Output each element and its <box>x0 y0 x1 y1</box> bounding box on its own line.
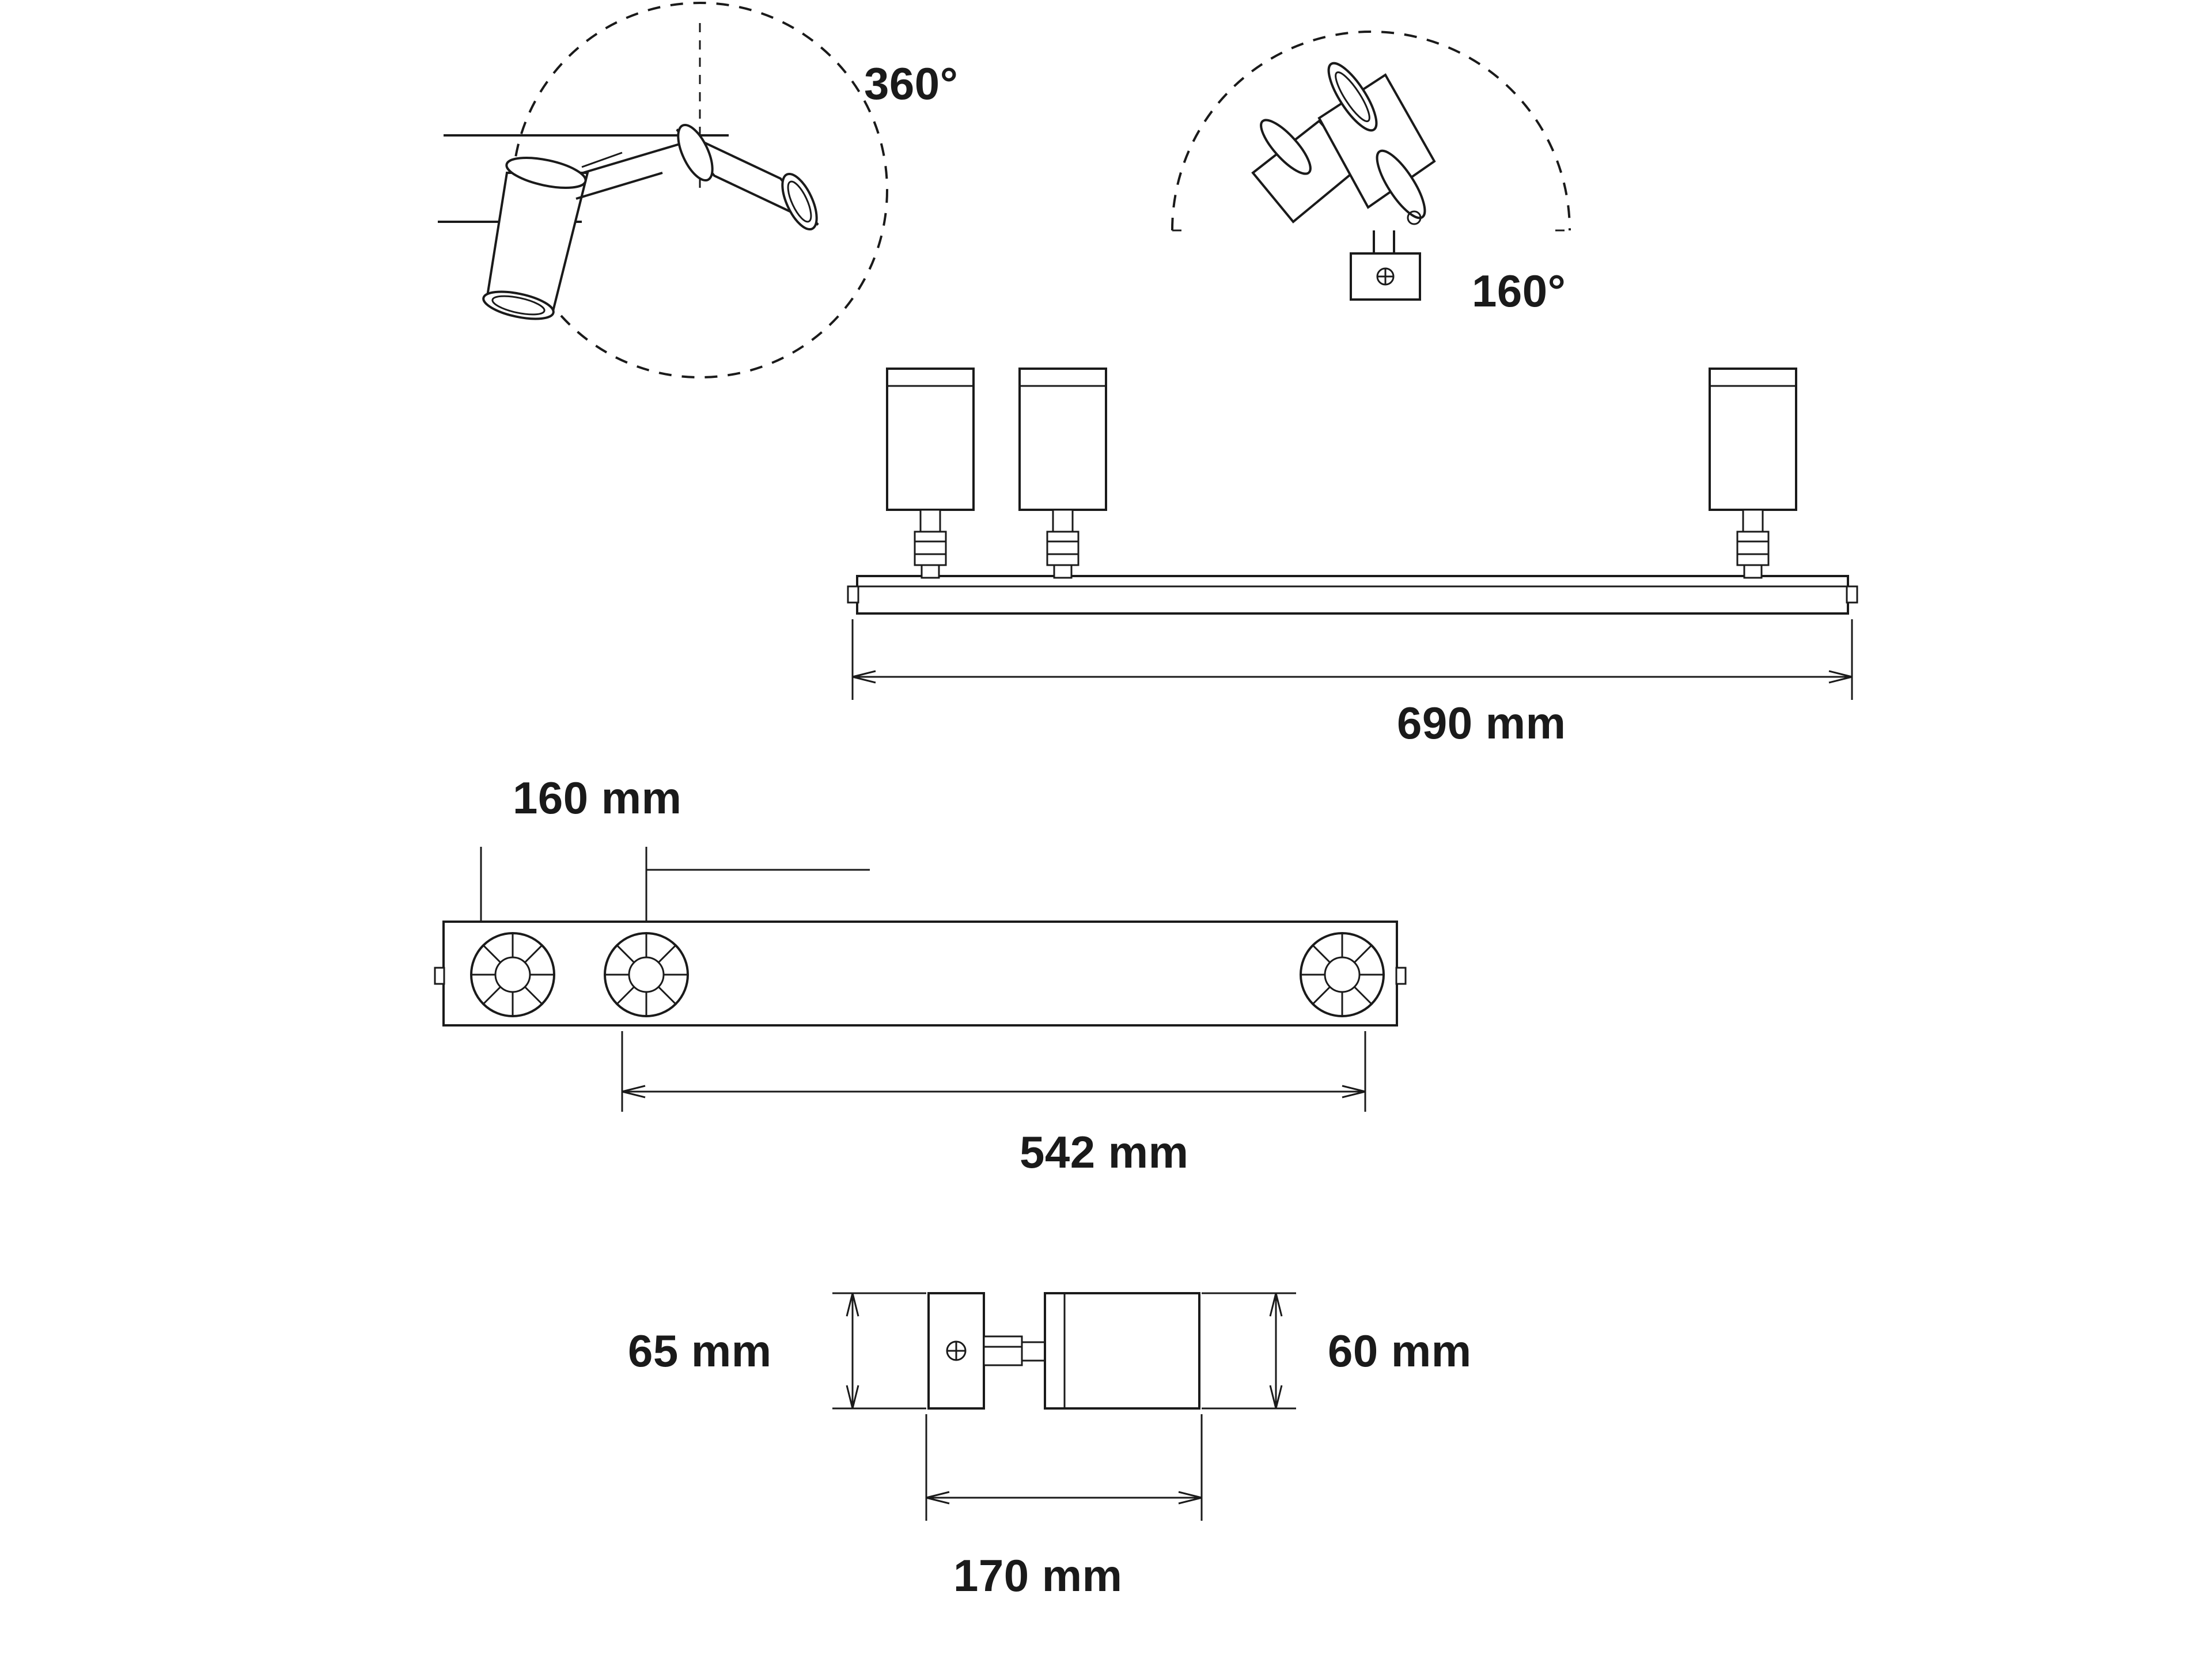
rotation-arm-2 <box>576 173 662 199</box>
dimension-160 <box>481 847 870 922</box>
bar-body-front <box>857 576 1848 613</box>
top-plan-view <box>435 847 1406 1112</box>
bar-end-cap-right <box>1847 586 1857 603</box>
label-tilt-160: 160° <box>1472 266 1566 316</box>
label-spacing-542: 542 mm <box>1020 1127 1189 1177</box>
label-offset-160: 160 mm <box>513 772 682 823</box>
dimension-690 <box>853 619 1852 700</box>
side-head <box>1045 1293 1199 1408</box>
spot-front-1 <box>887 369 974 578</box>
bar-end-cap-left <box>848 586 858 603</box>
label-height-60: 60 mm <box>1328 1325 1472 1376</box>
bar-body-plan <box>444 922 1397 1025</box>
dimension-170 <box>926 1414 1202 1521</box>
spot-body-rotated <box>671 120 824 234</box>
bar-plan-cap-left <box>435 968 444 984</box>
tilt-detail-view <box>1172 32 1570 300</box>
spot-plan-2 <box>605 933 688 1016</box>
side-neck <box>984 1336 1022 1365</box>
label-depth-170: 170 mm <box>953 1550 1123 1601</box>
label-rotation-360: 360° <box>864 58 959 109</box>
spot-plan-1 <box>471 933 554 1016</box>
label-bar-length-690: 690 mm <box>1397 698 1566 748</box>
spot-base-plate <box>1351 230 1420 300</box>
spot-plan-3 <box>1301 933 1384 1016</box>
dimension-60 <box>1202 1293 1296 1408</box>
spot-front-3 <box>1710 369 1796 578</box>
front-elevation-view <box>848 369 1857 700</box>
side-elevation-view <box>832 1293 1296 1521</box>
spot-head-main <box>1319 57 1434 224</box>
rotation-arm <box>583 144 680 173</box>
dimension-65 <box>832 1293 926 1408</box>
dimension-542 <box>622 1031 1365 1112</box>
rotation-detail-view <box>438 3 887 377</box>
label-height-65: 65 mm <box>628 1325 772 1376</box>
bar-plan-cap-right <box>1396 968 1406 984</box>
spot-front-2 <box>1020 369 1106 578</box>
spot-body-base <box>481 152 622 324</box>
